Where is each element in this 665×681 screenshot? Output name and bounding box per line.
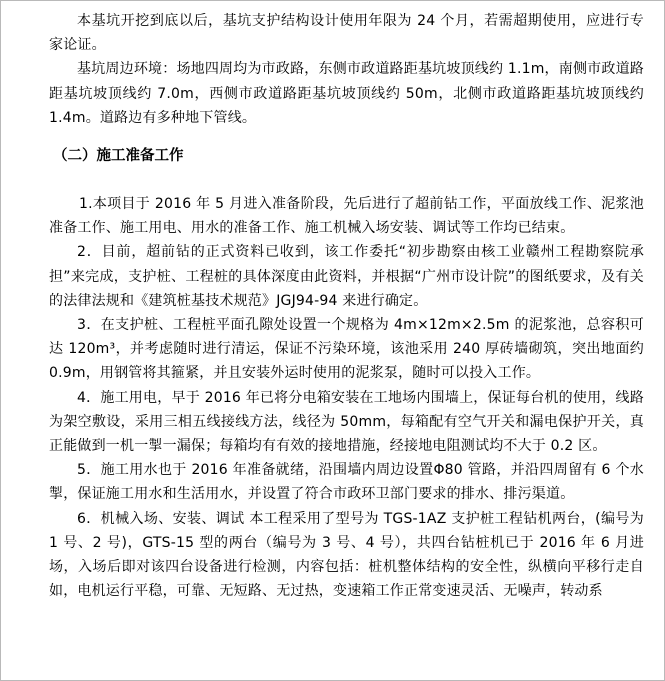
paragraph-item-4: 4．施工用电，早于 2016 年已将分电箱安装在工地场内围墙上，保证每台机的使用，线路为架空敷设，采用三相五线接线方法，线径为 50mm，每箱配有空气开关和漏电保护开关，真正能做到一机一掣一漏保；每箱均有有效的接地措施，经接地电阻测试均不大于 0.2 区。	[49, 389, 644, 455]
section-heading: （二）施工准备工作	[53, 148, 184, 165]
document-body	[49, 9, 644, 603]
paragraph-item-2: 2．目前，超前钻的正式资料已收到，该工作委托“初步勘察由核工业赣州工程勘察院承担”来完成，支护桩、工程桩的具体深度由此资料，并根据“广州市设计院”的图纸要求，及有关的法律法规和《建筑桩基技术规范》JGJ94-94 来进行确定。	[49, 244, 644, 309]
paragraph-item-5: 5．施工用水也于 2016 年准备就绪，沿围墙内周边设置Φ80 管路，并沿四周留有 6 个水掣，保证施工用水和生活用水，并设置了符合市政环卫部门要求的排水、排污渠道。	[49, 462, 644, 503]
paragraph-item-6: 6．机械入场、安装、调试 本工程采用了型号为 TGS-1AZ 支护桩工程钻机两台，(编号为 1 号、2 号)，GTS-15 型的两台（编号为 3 号、4 号），共四台钻桩机已于 2016 年 6 月进场，入场后即对该四台设备进行检测，内容包括：桩机整体结构的安全性，纵横向平移行走自如，电机运行平稳，可靠、无短路、无过热，变速箱工作正常变速灵活、无噪声，转动系	[49, 510, 644, 600]
paragraph-item-1: 1.本项目于 2016 年 5 月进入准备阶段，先后进行了超前钻工作，平面放线工作、泥浆池准备工作、施工用电、用水的准备工作、施工机械入场安装、调试等工作均已结束。	[49, 196, 644, 237]
paragraph-surroundings: 基坑周边环境：场地四周均为市政路，东侧市政道路距基坑坡顶线约 1.1m，南侧市政道路距基坑坡顶线约 7.0m，西侧市政道路距基坑坡顶线约 50m，北侧市政道路距基坑坡顶线约 1.4m。道路边有多种地下管线。	[49, 61, 644, 126]
paragraph-item-3: 3．在支护桩、工程桩平面孔隙处设置一个规格为 4m×12m×2.5m 的泥浆池，总容积可达 120m³，并考虑随时进行清运，保证不污染环境，该池采用 240 厚砖墙砌筑，突出地面约 0.9m，用钢管将其箍紧，并且安装外运时使用的泥浆泵，随时可以投入工作。	[49, 317, 644, 382]
paragraph-service-life: 本基坑开挖到底以后，基坑支护结构设计使用年限为 24 个月，若需超期使用，应进行专家论证。	[49, 13, 644, 54]
